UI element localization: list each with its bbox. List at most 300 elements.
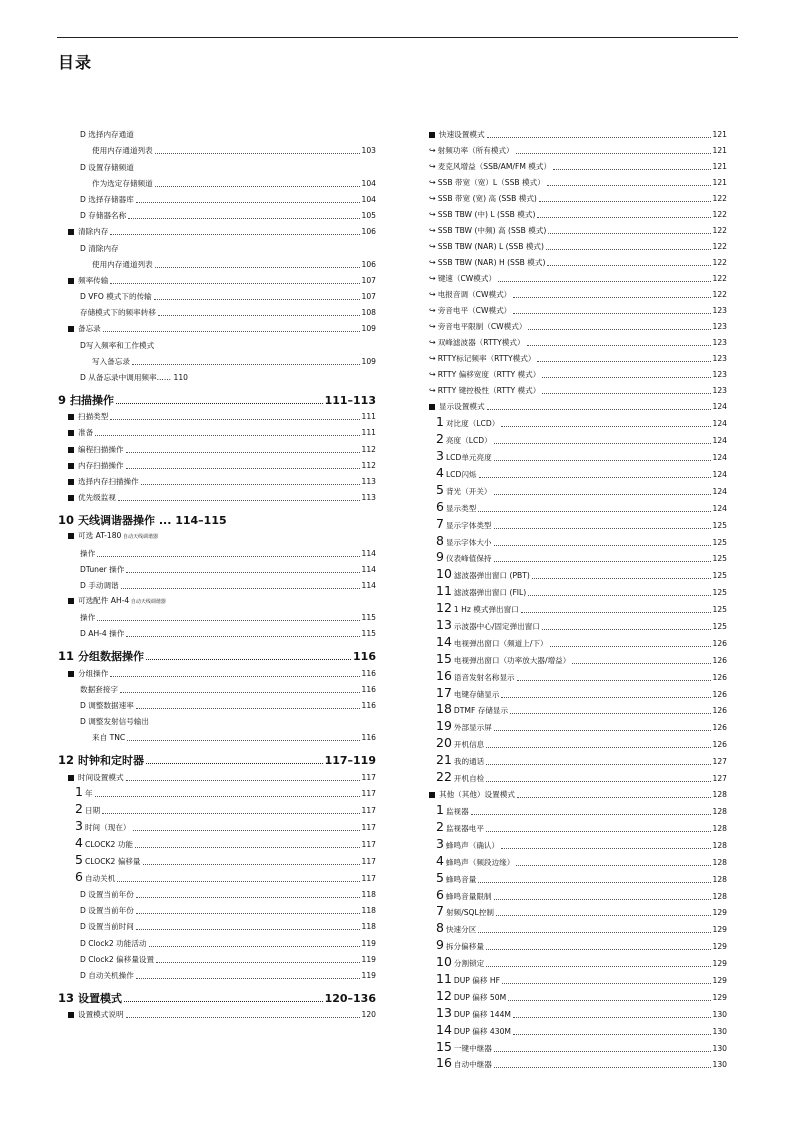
toc-entry[interactable] <box>419 348 727 364</box>
page-number: 125 <box>712 605 727 615</box>
toc-entry[interactable] <box>58 559 376 575</box>
dot-leader <box>95 796 360 797</box>
page-number: 126 <box>712 672 727 682</box>
toc-entry[interactable] <box>419 316 727 332</box>
dot-leader <box>547 185 711 186</box>
entry-label <box>429 210 535 220</box>
entry-subtitle: 自动天线调谐器 <box>121 534 158 541</box>
entry-text: 蜂鸣音量 <box>445 874 477 884</box>
dot-leader <box>516 865 710 866</box>
toc-entry[interactable] <box>419 236 727 252</box>
dot-leader <box>103 331 360 332</box>
entry-text: 亮度（LCD） <box>445 436 492 446</box>
entry-label <box>436 987 507 1003</box>
entry-text: DUP 偏移 144M <box>453 1009 511 1019</box>
entry-number: 9 <box>436 937 444 953</box>
page-number: 128 <box>712 807 727 817</box>
hook-arrow-icon: ↪ <box>429 194 436 204</box>
entry-label <box>80 581 119 591</box>
dot-leader <box>487 137 711 138</box>
toc-entry[interactable] <box>419 531 727 548</box>
toc-entry[interactable] <box>58 205 376 221</box>
entry-label <box>429 226 546 236</box>
toc-entry[interactable] <box>419 1037 727 1054</box>
entry-label <box>429 178 545 188</box>
toc-entry[interactable] <box>58 965 376 981</box>
toc-entry[interactable] <box>419 935 727 952</box>
dot-leader <box>542 629 711 630</box>
entry-text: 日期 <box>84 806 101 816</box>
entry-label <box>58 514 227 526</box>
entry-text: 监视器电平 <box>445 823 484 833</box>
toc-entry[interactable] <box>58 932 376 948</box>
toc-entry[interactable] <box>419 598 727 615</box>
entry-label <box>436 939 484 952</box>
dot-leader <box>532 578 711 579</box>
dot-leader <box>136 202 360 203</box>
toc-entry[interactable] <box>58 783 376 800</box>
toc-entry[interactable] <box>419 767 727 784</box>
dot-leader <box>156 962 359 963</box>
entry-label <box>68 227 108 237</box>
entry-label <box>80 565 124 575</box>
toc-entry[interactable] <box>419 463 727 480</box>
toc-entry[interactable] <box>419 817 727 834</box>
page-number: 104 <box>361 194 376 204</box>
entry-label <box>80 308 156 318</box>
toc-entry[interactable] <box>419 446 727 463</box>
toc-entry[interactable] <box>419 868 727 885</box>
toc-entry[interactable] <box>419 564 727 581</box>
toc-entry[interactable] <box>419 300 727 316</box>
toc-entry[interactable] <box>58 766 376 782</box>
entry-label <box>80 341 154 351</box>
entry-text: 显示字体大小 <box>445 537 492 547</box>
page-number: 112 <box>361 444 376 454</box>
toc-entry[interactable] <box>419 733 727 750</box>
page-number: 128 <box>712 823 727 833</box>
entry-number: 22 <box>436 768 452 784</box>
dot-leader <box>494 443 711 444</box>
toc-entry[interactable] <box>58 422 376 438</box>
entry-number: 6 <box>75 868 83 884</box>
toc-entry[interactable] <box>58 189 376 205</box>
entry-number: 10 <box>436 954 452 970</box>
toc-entry[interactable] <box>58 591 376 607</box>
page-number: 103 <box>361 146 376 156</box>
hook-arrow-icon: ↪ <box>429 338 436 348</box>
toc-entry[interactable] <box>58 575 376 591</box>
page-number: 106 <box>361 259 376 269</box>
toc-entry[interactable] <box>419 332 727 348</box>
entry-label <box>68 493 116 503</box>
page-number: 124 <box>712 503 727 513</box>
toc-entry[interactable] <box>58 124 376 140</box>
toc-entry[interactable] <box>58 156 376 172</box>
entry-text: 背光（开关） <box>445 486 492 496</box>
toc-entry[interactable] <box>419 952 727 969</box>
page-number: 106 <box>361 227 376 237</box>
entry-label <box>429 370 540 380</box>
toc-entry[interactable] <box>58 639 376 662</box>
entry-label <box>429 338 525 348</box>
square-bullet-icon <box>68 326 74 332</box>
toc-entry[interactable] <box>419 683 727 700</box>
entry-text: 选择内存扫描操作 <box>78 476 139 486</box>
toc-entry[interactable] <box>58 406 376 422</box>
toc-entry[interactable] <box>419 380 727 396</box>
page-number: 126 <box>712 723 727 733</box>
entry-label <box>436 905 494 918</box>
toc-entry[interactable] <box>58 981 376 1004</box>
toc-entry[interactable] <box>58 351 376 367</box>
entry-text: D 存储器名称 <box>80 211 127 221</box>
entry-label <box>75 868 116 884</box>
toc-entry[interactable] <box>58 140 376 156</box>
toc-entry[interactable] <box>419 497 727 514</box>
dot-leader <box>126 572 359 573</box>
square-bullet-icon <box>68 495 74 501</box>
dot-leader <box>494 460 711 461</box>
toc-entry[interactable] <box>419 220 727 236</box>
entry-text: SSB TBW (中) L (SSB 模式) <box>437 210 536 220</box>
toc-entry[interactable] <box>419 969 727 986</box>
entry-text: 我的通话 <box>453 757 485 767</box>
entry-number: 4 <box>75 835 83 851</box>
dot-leader <box>136 929 360 930</box>
entry-text: SSB 带宽 (宽) 高 (SSB 模式) <box>437 194 537 204</box>
page-number: 123 <box>712 306 727 316</box>
entry-label <box>80 373 188 383</box>
entry-number: 8 <box>436 920 444 936</box>
toc-entry[interactable] <box>58 727 376 743</box>
toc-entry[interactable] <box>58 867 376 884</box>
page-number: 114 <box>361 580 376 590</box>
toc-entry[interactable] <box>419 172 727 188</box>
entry-label <box>429 146 514 156</box>
dot-leader <box>528 595 710 596</box>
entry-label <box>436 720 492 733</box>
page-number: 117 <box>361 789 376 799</box>
entry-text: LCD闪烁 <box>445 469 477 479</box>
entry-text: 可选 AT-180 <box>78 531 122 541</box>
toc-entry[interactable] <box>58 318 376 334</box>
entry-label <box>75 837 133 850</box>
toc-entry[interactable] <box>419 124 727 140</box>
square-bullet-icon <box>68 278 74 284</box>
entry-text: 蜂鸣声（频段边缘） <box>445 857 515 867</box>
entry-text: 开机信息 <box>453 740 485 750</box>
toc-entry[interactable] <box>419 834 727 851</box>
entry-label <box>436 970 500 986</box>
entry-number: 9 <box>436 549 444 565</box>
entry-text: SSB TBW (NAR) H (SSB 模式) <box>437 258 546 268</box>
toc-entry[interactable] <box>58 237 376 253</box>
toc-entry[interactable] <box>58 850 376 867</box>
dot-leader <box>146 763 323 764</box>
entry-number: 2 <box>436 431 444 447</box>
entry-number: 14 <box>436 1021 452 1037</box>
dot-leader <box>496 915 711 916</box>
toc-entry[interactable] <box>58 270 376 286</box>
entry-text: 自动中继器 <box>453 1060 492 1070</box>
dot-leader <box>97 556 359 557</box>
entry-text: D Clock2 偏移量设置 <box>80 954 155 964</box>
entry-label <box>80 685 118 695</box>
entry-text: 旁音电平（CW模式） <box>437 306 512 316</box>
entry-number: 5 <box>436 481 444 497</box>
page-number: 104 <box>361 178 376 188</box>
page-number: 113 <box>361 493 376 503</box>
toc-entry[interactable] <box>419 188 727 204</box>
dot-leader <box>527 345 711 346</box>
entry-text: DTMF 存储显示 <box>453 706 509 716</box>
toc-entry[interactable] <box>419 800 727 817</box>
top-rule <box>57 37 738 38</box>
toc-entry[interactable] <box>419 268 727 284</box>
entry-label <box>80 701 134 711</box>
toc-entry[interactable] <box>419 548 727 565</box>
toc-entry[interactable] <box>419 986 727 1003</box>
entry-number: 18 <box>436 701 452 717</box>
toc-entry[interactable] <box>419 480 727 497</box>
toc-entry[interactable] <box>419 1020 727 1037</box>
toc-entry[interactable] <box>58 799 376 816</box>
dot-leader <box>517 797 711 798</box>
page-number: 122 <box>712 226 727 236</box>
toc-entry[interactable] <box>58 254 376 270</box>
entry-label <box>58 394 114 406</box>
entry-text: 可选配件 AH-4 <box>78 596 130 606</box>
entry-text: D 清除内存 <box>80 243 119 253</box>
entry-label <box>436 703 508 716</box>
toc-entry[interactable] <box>419 156 727 172</box>
toc-entry[interactable] <box>419 666 727 683</box>
entry-text: 电视弹出窗口（功率放大器/增益） <box>453 655 571 665</box>
dot-leader <box>553 169 710 170</box>
page-number: 130 <box>712 1060 727 1070</box>
dot-leader <box>537 217 710 218</box>
toc-entry[interactable] <box>58 816 376 833</box>
toc-entry[interactable] <box>58 471 376 487</box>
page-number: 116 <box>361 684 376 694</box>
dot-leader <box>550 646 711 647</box>
toc-entry[interactable] <box>58 949 376 965</box>
dot-leader <box>149 946 360 947</box>
toc-entry[interactable] <box>419 514 727 531</box>
page-number: 125 <box>712 537 727 547</box>
entry-number: 11 <box>58 649 75 664</box>
entry-text: SSB 带宽（宽）L（SSB 模式） <box>437 178 545 188</box>
entry-subtitle: 自动天线调谐器 <box>129 599 166 606</box>
toc-entry[interactable] <box>419 716 727 733</box>
entry-text: 电视弹出窗口（频道上/下） <box>453 638 548 648</box>
toc-entry[interactable] <box>419 750 727 767</box>
page-number: 115 <box>361 629 376 639</box>
toc-entry[interactable] <box>58 833 376 850</box>
hook-arrow-icon: ↪ <box>429 258 436 268</box>
entry-text: 电键存储显示 <box>453 689 500 699</box>
toc-entry[interactable] <box>419 851 727 868</box>
square-bullet-icon <box>68 414 74 420</box>
page-number: 122 <box>712 274 727 284</box>
dot-leader <box>155 186 360 187</box>
entry-text: 使用内存通道列表 <box>92 146 153 156</box>
page-number: 129 <box>712 975 727 985</box>
page-number: 123 <box>712 338 727 348</box>
entry-number: 17 <box>436 684 452 700</box>
entry-number: 13 <box>436 1004 452 1020</box>
dot-leader <box>135 847 360 848</box>
dot-leader <box>126 452 360 453</box>
toc-entry[interactable] <box>419 396 727 412</box>
page-number: 116 <box>353 650 376 664</box>
page-number: 119 <box>361 954 376 964</box>
entry-label <box>80 906 134 916</box>
toc-entry[interactable] <box>419 632 727 649</box>
entry-label <box>75 854 141 867</box>
dot-leader <box>110 419 359 420</box>
dot-leader <box>542 377 710 378</box>
toc-entry[interactable] <box>58 743 376 766</box>
toc-entry[interactable] <box>419 615 727 632</box>
entry-label <box>75 803 100 816</box>
entry-label <box>436 616 540 632</box>
entry-label <box>436 568 530 581</box>
entry-label <box>436 737 484 750</box>
toc-entry[interactable] <box>58 221 376 237</box>
toc-entry[interactable] <box>419 885 727 902</box>
entry-label <box>436 633 548 649</box>
hook-arrow-icon: ↪ <box>429 386 436 396</box>
toc-entry[interactable] <box>419 364 727 380</box>
toc-entry[interactable] <box>419 429 727 446</box>
dot-leader <box>501 697 710 698</box>
toc-entry[interactable] <box>58 526 376 542</box>
toc-entry[interactable] <box>58 383 376 406</box>
square-bullet-icon <box>68 671 74 677</box>
entry-text: 快速分区 <box>445 925 477 935</box>
entry-label <box>436 515 492 531</box>
toc-entry[interactable] <box>58 542 376 558</box>
toc-entry[interactable] <box>419 784 727 800</box>
toc-entry[interactable] <box>419 412 727 429</box>
page-number: 115 <box>361 613 376 623</box>
toc-entry[interactable] <box>419 649 727 666</box>
entry-label <box>68 596 166 607</box>
entry-text: D 设置当前年份 <box>80 890 134 900</box>
entry-text: 电报音调（CW模式） <box>437 290 512 300</box>
entry-text: 编程扫描操作 <box>78 444 124 454</box>
entry-number: 2 <box>436 818 444 834</box>
toc-entry[interactable] <box>58 679 376 695</box>
toc-entry[interactable] <box>419 1003 727 1020</box>
page-number: 128 <box>712 857 727 867</box>
page-number: 117 <box>361 772 376 782</box>
page-number: 129 <box>712 942 727 952</box>
page-number: 124 <box>712 402 727 412</box>
entry-text: D 从备忘录中调用频率...... 110 <box>80 373 188 382</box>
dot-leader <box>154 299 360 300</box>
dot-leader <box>513 1017 711 1018</box>
entry-label <box>436 585 526 598</box>
toc-entry[interactable] <box>58 455 376 471</box>
entry-number: 3 <box>436 835 444 851</box>
toc-entry[interactable] <box>58 487 376 503</box>
dot-leader <box>510 713 710 714</box>
entry-label <box>436 650 571 666</box>
toc-entry[interactable] <box>419 918 727 935</box>
toc-entry[interactable] <box>419 252 727 268</box>
toc-entry[interactable] <box>58 916 376 932</box>
entry-label <box>68 461 124 471</box>
dot-leader <box>118 500 360 501</box>
entry-label <box>68 428 93 438</box>
dot-leader <box>547 265 710 266</box>
page-number: 124 <box>712 436 727 446</box>
toc-entry[interactable] <box>58 334 376 350</box>
entry-text: 优先级监视 <box>78 493 116 503</box>
hook-arrow-icon: ↪ <box>429 370 436 380</box>
entry-text: DUP 偏移 50M <box>453 992 507 1002</box>
toc-entry[interactable] <box>58 695 376 711</box>
dot-leader <box>136 913 360 914</box>
toc-entry[interactable] <box>58 302 376 318</box>
toc-entry[interactable] <box>58 711 376 727</box>
toc-entry[interactable] <box>419 204 727 220</box>
entry-text: 分割锁定 <box>453 959 485 969</box>
entry-number: 4 <box>436 852 444 868</box>
toc-entry[interactable] <box>58 286 376 302</box>
page-number: 129 <box>712 925 727 935</box>
entry-label <box>436 804 469 817</box>
entry-label <box>80 211 126 221</box>
toc-entry[interactable] <box>419 700 727 717</box>
entry-text: D 设置存储频道 <box>80 162 134 172</box>
toc-entry[interactable] <box>58 503 376 526</box>
dot-leader <box>542 393 710 394</box>
toc-entry[interactable] <box>419 284 727 300</box>
toc-entry[interactable] <box>58 173 376 189</box>
hook-arrow-icon: ↪ <box>429 242 436 252</box>
dot-leader <box>494 545 711 546</box>
toc-entry[interactable] <box>58 1004 376 1020</box>
page-number: 121 <box>712 178 727 188</box>
toc-entry[interactable] <box>419 902 727 919</box>
toc-entry[interactable] <box>58 623 376 639</box>
toc-entry[interactable] <box>419 581 727 598</box>
entry-label <box>436 416 499 429</box>
toc-entry[interactable] <box>58 367 376 383</box>
hook-arrow-icon: ↪ <box>429 178 436 188</box>
dot-leader <box>513 297 710 298</box>
entry-text: 使用内存通道列表 <box>92 259 153 269</box>
entry-text: CLOCK2 偏移量 <box>84 857 141 867</box>
entry-label <box>80 717 149 727</box>
toc-entry[interactable] <box>58 884 376 900</box>
page-number: 126 <box>712 706 727 716</box>
toc-entry[interactable] <box>58 607 376 623</box>
entry-text: 快速设置模式 <box>439 130 485 140</box>
toc-entry[interactable] <box>58 900 376 916</box>
toc-entry[interactable] <box>58 662 376 678</box>
page-number: 124 <box>712 486 727 496</box>
hook-arrow-icon: ↪ <box>429 146 436 156</box>
toc-entry[interactable] <box>419 140 727 156</box>
page-number: 123 <box>712 354 727 364</box>
toc-entry[interactable] <box>58 438 376 454</box>
toc-entry[interactable] <box>419 1054 727 1071</box>
